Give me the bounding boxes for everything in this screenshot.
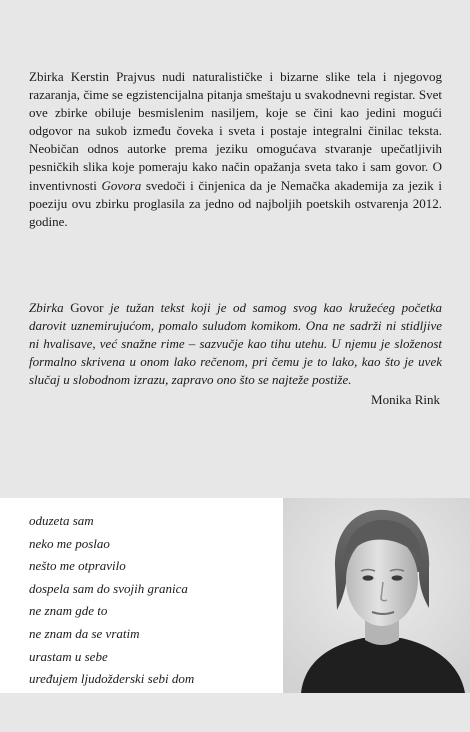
description-text-end: svedoči i činjenica da je Nemačka akademija za jezik i poeziju ovu zbirku proglasila za jedno od najboljih poetskih ostvarenja 2012. godine. — [29, 177, 443, 229]
book-title-italic: Govora — [101, 177, 142, 193]
author-photo — [283, 498, 470, 693]
poem-line: urastam u sebe — [29, 648, 108, 664]
poem-excerpt — [29, 510, 194, 691]
quote-paragraph — [29, 299, 442, 389]
quote-author: Monika Rink — [371, 392, 440, 407]
poem-line: uređujem ljudožderski sebi dom — [29, 671, 195, 687]
author-portrait-illustration — [283, 498, 470, 693]
poem-line: ne znam gde to — [29, 603, 108, 619]
description-text-start: Zbirka Kerstin Prajvus nudi naturalističke i bizarne slike tela i njegovog razaranja, čime se egzistencijalna pitanja smeštaju u svakodnevni registar. Svet ove zbirke obiluje besmislenim nasiljem, koje se čini kao jedini mogući odgovor na sukob između čoveka i sveta i postaje integralni činilac teksta. Neobičan odnos autorke prema jeziku omogućava stvaranje upečatljivih pesničkih slika koje pomeraju kako način opažanja sveta tako i sam govor. O inventivnosti — [29, 69, 442, 193]
poem-band — [0, 498, 470, 693]
quote-text-start: Zbirka — [29, 300, 71, 315]
poem-line: dospela sam do svojih granica — [29, 580, 188, 596]
description-paragraph — [29, 68, 442, 231]
poem-line: nešto me otpravilo — [29, 558, 126, 574]
poem-line: neko me poslao — [29, 535, 110, 551]
quote-book-title: Govor — [70, 300, 104, 315]
poem-line: oduzeta sam — [29, 513, 94, 528]
poem-line: ne znam da se vratim — [29, 625, 140, 641]
quote-text-end: je tužan tekst koji je od samog svog kao kružećeg početka darovit uznemirujućom, pomalo suludom komikom. Ona ne sadrži ni stidljive ni hvalisave, već snažne rime – sazvučje kao tihu utehu. U njemu je složenost formalno skrivena u onom lako rečenom, pri čemu je to lako, kao što je uvek slučaj u slobodnom izrazu, zapravo ono što se najteže postiže. — [29, 300, 443, 388]
